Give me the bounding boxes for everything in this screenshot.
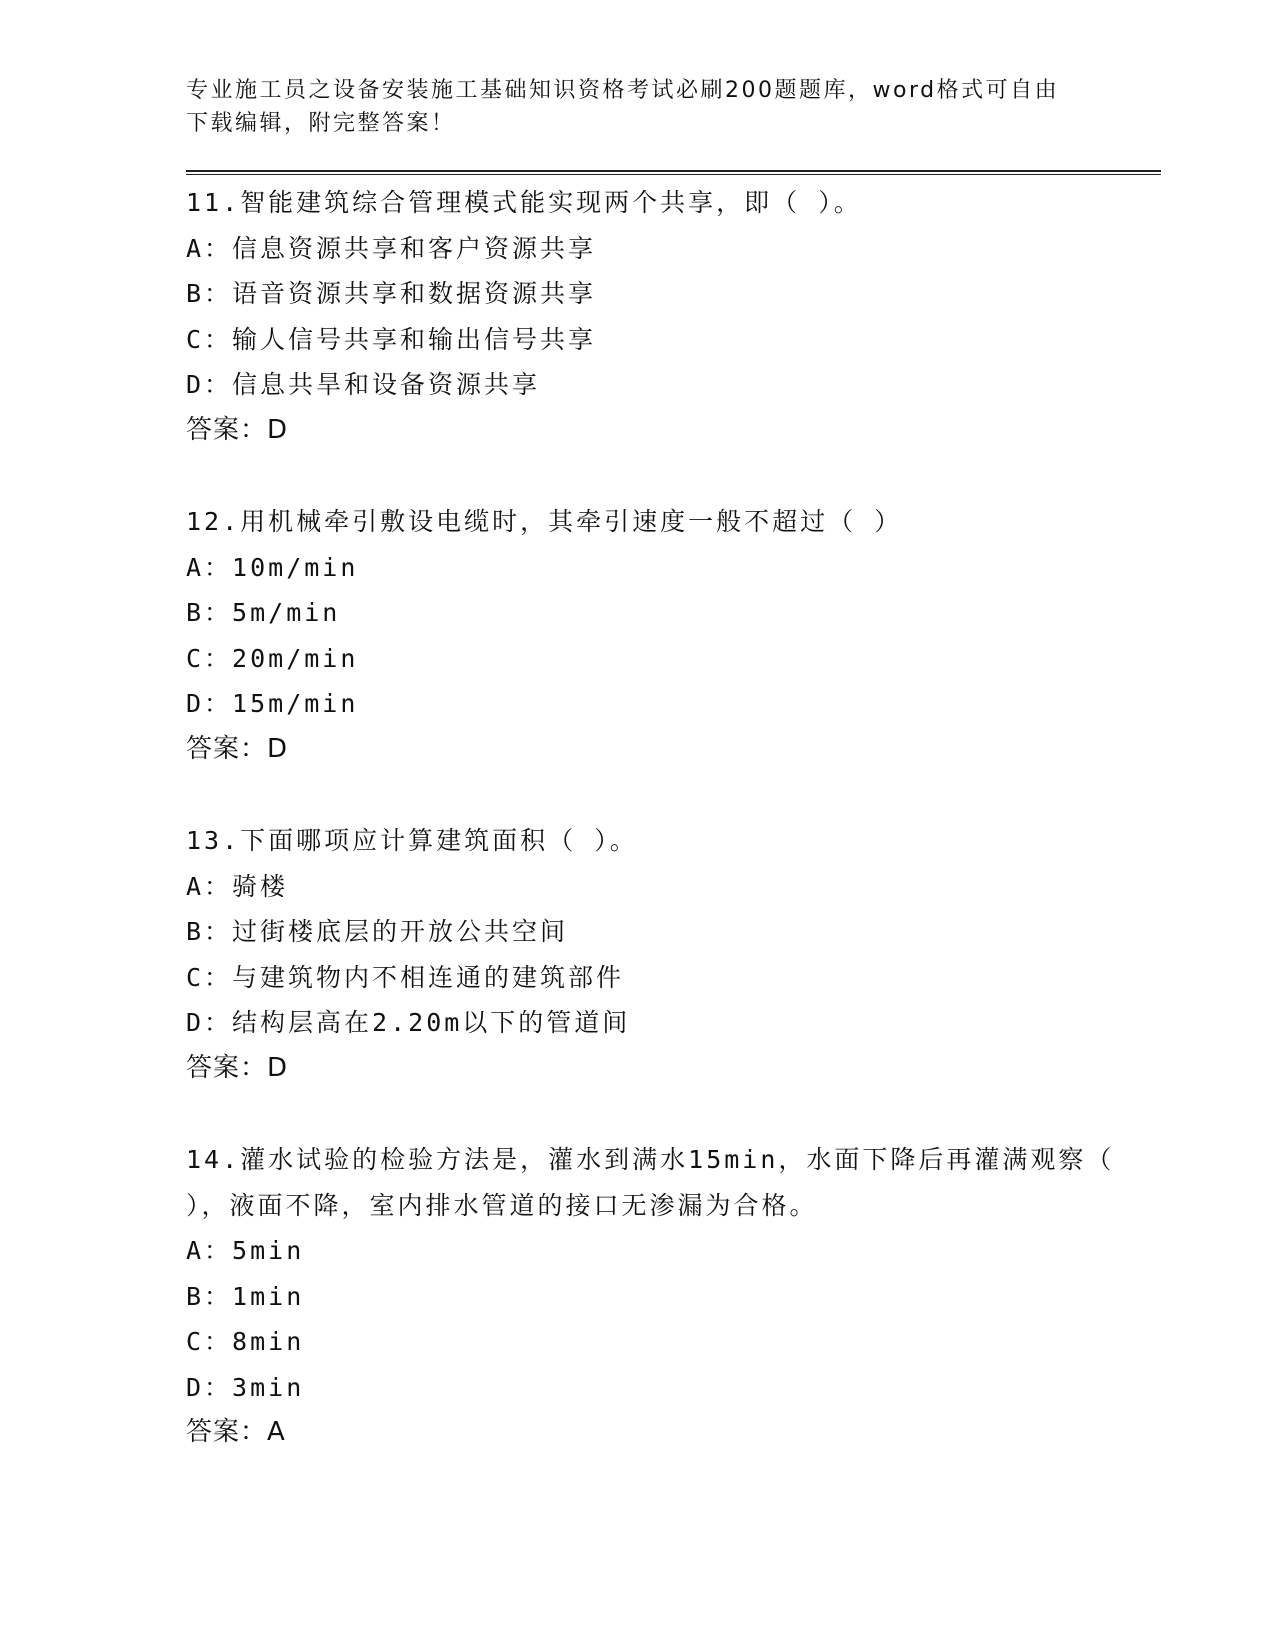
option-a: A：信息资源共享和客户资源共享 [186, 233, 597, 263]
option-b: B：1min [186, 1281, 305, 1311]
answer-line: 答案：D [186, 733, 289, 764]
answer-line: 答案：A [186, 1417, 286, 1447]
option-a: A：骑楼 [186, 871, 289, 901]
spacer [186, 453, 1161, 499]
question-13 [186, 818, 1161, 1091]
answer-line: 答案：D [186, 414, 289, 445]
option-d: D：信息共旱和设备资源共享 [186, 370, 541, 399]
question-stem: 11.智能建筑综合管理模式能实现两个共享，即（ ）。 [186, 188, 862, 217]
option-d: D：15m/min [186, 689, 359, 718]
header-divider-thick [186, 170, 1161, 172]
option-c: C：8min [186, 1327, 305, 1356]
document-page [186, 72, 1161, 1456]
spacer [186, 772, 1161, 818]
option-b: B：过街楼底层的开放公共空间 [186, 917, 569, 946]
option-d: D：3min [186, 1372, 305, 1402]
header-line-2: 下载编辑，附完整答案！ [186, 111, 456, 136]
header-line-1: 专业施工员之设备安装施工基础知识资格考试必刷200题题库，word格式可自由 [186, 78, 1060, 103]
option-a: A：5min [186, 1236, 305, 1265]
option-b: B：5m/min [186, 598, 341, 627]
option-b: B：语音资源共享和数据资源共享 [186, 279, 597, 308]
question-stem: 12.用机械牵引敷设电缆时，其牵引速度一般不超过（ ） [186, 507, 903, 536]
option-a: A：10m/min [186, 552, 359, 582]
answer-line: 答案：D [186, 1052, 289, 1083]
question-stem: 13.下面哪项应计算建筑面积（ ）。 [186, 826, 638, 855]
option-d: D：结构层高在2.20m以下的管道间 [186, 1008, 631, 1037]
question-12 [186, 499, 1161, 772]
option-c: C：20m/min [186, 643, 359, 673]
question-stem: 14.灌水试验的检验方法是，灌水到满水15min，水面下降后再灌满观察（ ），液面不降，室内排水管道的接口无渗漏为合格。 [186, 1145, 1115, 1220]
option-c: C：输人信号共享和输出信号共享 [186, 324, 597, 354]
question-11 [186, 180, 1161, 453]
spacer [186, 1091, 1161, 1137]
document-header [186, 74, 1066, 140]
header-divider-thin [186, 174, 1161, 175]
question-14 [186, 1137, 1161, 1456]
option-c: C：与建筑物内不相连通的建筑部件 [186, 962, 625, 992]
